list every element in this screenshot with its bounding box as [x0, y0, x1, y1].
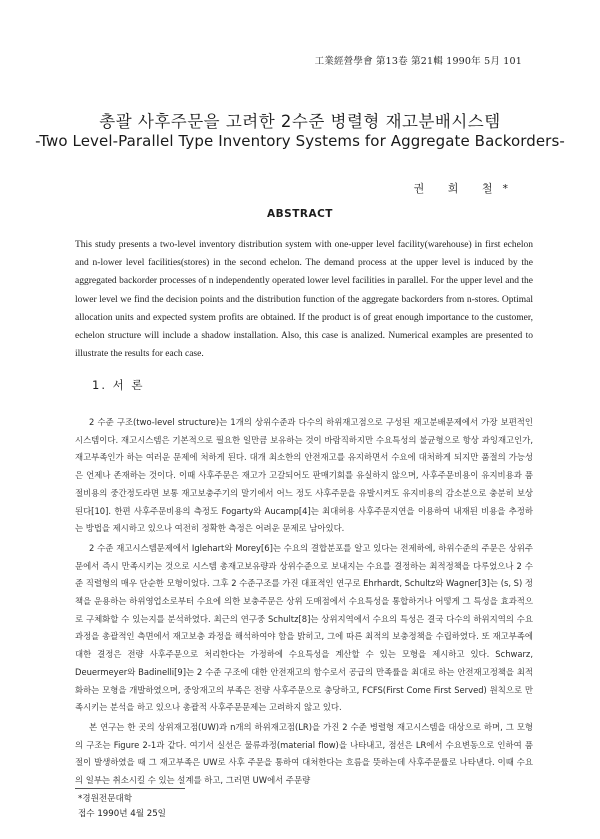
footnote [78, 792, 166, 822]
introduction-body [75, 414, 533, 790]
abstract-heading: ABSTRACT [267, 208, 333, 220]
footnote-affiliation: *경원전문대학 [78, 794, 133, 804]
section-title-introduction: 1. 서 론 [92, 378, 145, 392]
introduction-paragraph: 본 연구는 한 곳의 상위재고점(UW)과 n개의 하위재고점(LR)을 가진 2 수준 병렬형 재고시스템을 대상으로 하며, 그 모형의 구조는 Figure 2-1과 같다. 여기서 실선은 물류과정(material flow)을 나타내고, 점선은 LR에서 수요변동으로 인하여 품절이 발생하였을 때 그 재고부족은 UW로 사후 주문을 통하여 대처한다는 흐름을 뜻하는데 사후주문률로 나타낸다. 이때 수요의 일부는 취소시킬 수 있는 설계를 하고, 그러면 UW에서 주문량 [75, 721, 533, 786]
footnote-divider [75, 788, 185, 789]
author-name: 권 희 철* [413, 182, 518, 195]
abstract-text: This study presents a two-level inventory distribution system with one-upper level facility(warehouse) in first echelon and n-lower level facilities(stores) in the second echelon. The demand process at the upper level is induced by the aggregated backorder processes of n independently operated lower level facilities in parallel. For the upper level and the lower level we find the decision points and the distribution function of the aggregate backorders from n-stores. Optimal allocation units and expected system profits are obtained. If the product is of great enough importance to the customer, echelon structure will include a shadow installation. Also, this case is analized. Numerical examples are presented to illustrate the results for each case. [75, 240, 533, 360]
paper-title-korean: 총괄 사후주문을 고려한 2수준 병렬형 재고분배시스템 [99, 112, 501, 131]
introduction-paragraph: 2 수준 재고시스템문제에서 Iglehart와 Morey[6]는 수요의 결합분포를 알고 있다는 전제하에, 하위수준의 주문은 상위주문에서 즉시 만족시키는 것으로 시스템 총재고보유량과 상위수준으로 보내지는 수요를 결정하는 최적정책을 다루었으나 2 수준 직렬형의 매우 단순한 모형이었다. 그후 2 수준구조를 가진 대표적인 연구로 Ehrhardt, Schultz와 Wagner[3]는 (s, S) 정책을 운용하는 하위영업소로부터 수요에 의한 보충주문은 상위 도매점에서 수요특성을 통합하거나 어떻게 그 특성을 효과적으로 구체화할 수 있는지를 분석하였다. 최근의 연구중 Schultz[8]는 상위지역에서 수요의 특성은 결국 다수의 하위지역의 수요과정을 총괄적인 측면에서 재고보충 과정을 해석하여야 함을 밝히고, 그에 따른 최적의 보충정책을 수립하였다. 또 재고부족에 대한 결정은 전량 사후주문으로 처리한다는 가정하에 수요특성을 계산할 수 있는 모형을 제시하고 있다. Schwarz, Deuermeyer와 Badinelli[9]는 2 수준 구조에 대한 안전재고의 함수로서 공급의 만족률을 최대로 하는 안전재고정책을 최적화하는 모형을 개발하였으며, 중앙재고의 부족은 전량 사후주문으로 충당하고, FCFS(First Come First Served) 원칙으로 만족시키는 분석을 하고 있으나 총괄적 사후주문문제는 고려하지 않고 있다. [75, 542, 533, 713]
paper-title-english: -Two Level-Parallel Type Inventory Systems for Aggregate Backorders- [35, 132, 565, 150]
running-header: 工業經營學會 第13卷 第21輯 1990年 5月 101 [314, 56, 522, 67]
footnote-received-date: 접수 1990년 4월 25일 [78, 809, 166, 819]
introduction-paragraph: 2 수준 구조(two-level structure)는 1개의 상위수준과 다수의 하위재고점으로 구성된 재고분배문제에서 가장 보편적인 시스템이다. 재고시스템은 기본적으로 필요한 일만큼 보유하는 것이 바람직하지만 수요특성의 불균형으로 항상 과잉재고인가, 재고부족인가 하는 여러운 문제에 처하게 된다. 대개 최소한의 안전재고를 유지하면서 수요에 대처하게 되지만 품절의 가능성은 언제나 존재하는 것이다. 이때 사후주문은 재고가 고갈되어도 판매기회를 유실하지 않으며, 사후주문비용이 유지비용과 품절비용의 중간정도라면 보통 재고보충주기의 말기에서 어느 정도 사후주문을 유발시켜도 유지비용의 감소분으로 충분히 보상된다[10]. 한편 사후주문비용의 측정도 Fogarty와 Aucamp[4]는 최대허용 사후주문지연을 이용하여 내재된 비용을 추정하는 방법을 제시하고 있으나 여전히 정확한 측정은 어려운 문제로 남아있다. [75, 417, 533, 534]
